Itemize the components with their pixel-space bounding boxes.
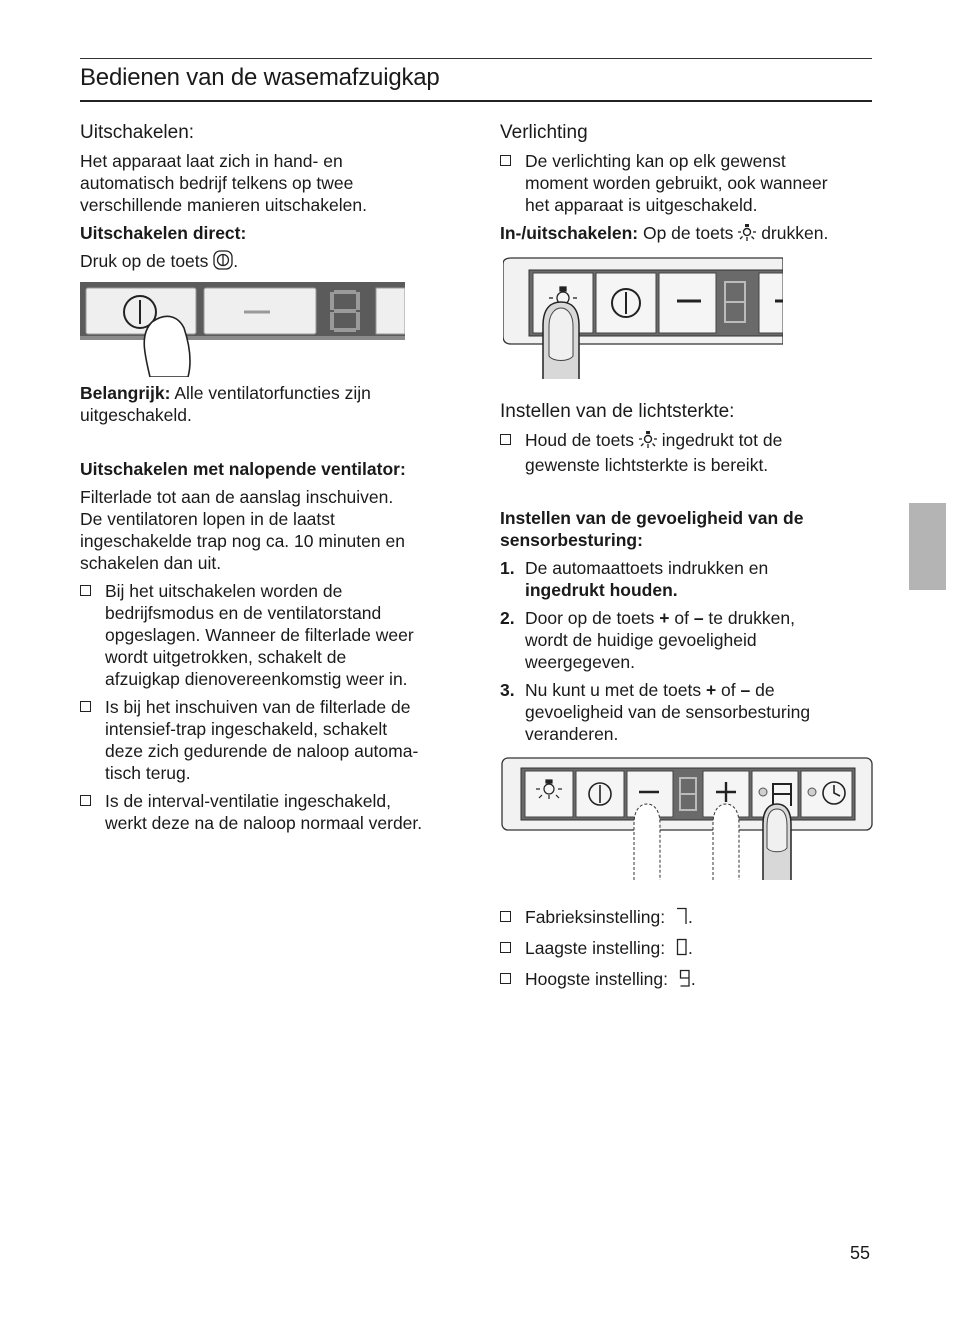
- text-line: De automaattoets indrukken en: [525, 558, 769, 578]
- list-item: [500, 150, 880, 216]
- important-label: Belangrijk:: [80, 383, 171, 403]
- list-item: Fabrieksinstelling: .: [500, 906, 880, 937]
- finger-icon: [634, 804, 660, 880]
- text-line: Is de interval-ventilatie ingeschakeld,: [105, 791, 391, 811]
- checkbox-icon: [500, 434, 511, 445]
- header-rule-bottom: [80, 100, 872, 102]
- text-line: tisch terug.: [105, 763, 191, 783]
- subheading-nalopend: Uitschakelen met nalopende ventilator:: [80, 459, 406, 479]
- minus-symbol: –: [693, 608, 704, 628]
- settings-list: [500, 906, 880, 999]
- checkbox-icon: [500, 973, 511, 984]
- list-item: [80, 790, 460, 834]
- checkbox-icon: [500, 911, 511, 922]
- finger-icon: [713, 804, 739, 880]
- text-line: Bij het uitschakelen worden de: [105, 581, 343, 601]
- text-span: Houd de toets: [525, 430, 634, 450]
- inuit-label: In-/uitschakelen:: [500, 223, 639, 243]
- page-title: Bedienen van de wasemafzuigkap: [80, 64, 440, 91]
- checkbox-icon: [80, 701, 91, 712]
- figure-power-button: [80, 282, 405, 382]
- text-line: gevoeligheid van de sensorbesturing: [525, 702, 811, 722]
- page-number: 55: [850, 1243, 871, 1263]
- step-number: 1.: [500, 558, 515, 578]
- checkbox-icon: [80, 795, 91, 806]
- finger-icon: [144, 316, 190, 377]
- text-span: Op de toets: [638, 223, 734, 243]
- setting-label: Laagste instelling:: [525, 938, 666, 958]
- text-line: De verlichting kan op elk gewenst: [525, 151, 786, 171]
- numbered-step: [500, 557, 880, 601]
- text-line: automatisch bedrijf telkens op twee: [80, 173, 354, 193]
- text-line: veranderen.: [525, 724, 619, 744]
- text-line: Het apparaat laat zich in hand- en: [80, 151, 343, 171]
- checkbox-icon: [80, 585, 91, 596]
- text-line: het apparaat is uitgeschakeld.: [525, 195, 758, 215]
- subheading-gevoeligheid: [500, 507, 880, 551]
- press-key-line: [80, 250, 460, 275]
- minus-symbol: –: [740, 680, 751, 700]
- text-span: of: [716, 680, 741, 700]
- text-span: te drukken,: [703, 608, 795, 628]
- text-span: .: [233, 251, 239, 271]
- checkbox-icon: [500, 155, 511, 166]
- text-line: opgeslagen. Wanneer de filterlade weer: [105, 625, 414, 645]
- text-span: Druk op de toets: [80, 251, 209, 271]
- text-span: Alle ventilatorfuncties zijn: [170, 383, 371, 403]
- section-heading-verlichting: Verlichting: [500, 122, 588, 143]
- section-heading-uitschakelen: Uitschakelen:: [80, 122, 195, 143]
- text-line: ingedrukt houden.: [525, 580, 678, 600]
- segment-digit-7: [676, 907, 688, 930]
- text-line: wordt de huidige gevoeligheid: [525, 630, 757, 650]
- subheading-direct: Uitschakelen direct:: [80, 223, 247, 243]
- inuit-line: [500, 222, 880, 247]
- text-line: moment worden gebruikt, ook wanneer: [525, 173, 828, 193]
- text-line: De ventilatoren lopen in de laatst: [80, 509, 335, 529]
- text-line: verschillende manieren uitschakelen.: [80, 195, 367, 215]
- important-note: [80, 382, 460, 426]
- text-line: weergegeven.: [525, 652, 635, 672]
- header-rule-top: [80, 58, 872, 59]
- section-heading-lichtsterkte: Instellen van de lichtsterkte:: [500, 401, 735, 422]
- plus-symbol: +: [659, 608, 670, 628]
- checkbox-icon: [500, 942, 511, 953]
- numbered-step: [500, 607, 880, 673]
- setting-label: Hoogste instelling:: [525, 969, 668, 989]
- text-line: wordt uitgetrokken, schakelt de: [105, 647, 347, 667]
- numbered-step: [500, 679, 880, 745]
- list-item: [80, 580, 460, 690]
- text-line: Instellen van de gevoeligheid van de: [500, 508, 804, 528]
- power-icon: [213, 250, 233, 275]
- chapter-tab: [909, 503, 946, 590]
- text-line: gewenste lichtsterkte is bereikt.: [525, 455, 769, 475]
- setting-label: Fabrieksinstelling:: [525, 907, 666, 927]
- step-number: 2.: [500, 608, 515, 628]
- text-line: deze zich gedurende de naloop automa-: [105, 741, 419, 761]
- list-item: Laagste instelling: .: [500, 937, 880, 968]
- left-column: [80, 122, 460, 275]
- text-line: intensief-trap ingeschakeld, schakelt: [105, 719, 388, 739]
- segment-digit-0: [676, 938, 688, 961]
- text-span: Nu kunt u met de toets: [525, 680, 706, 700]
- text-span: of: [669, 608, 694, 628]
- text-line: Is bij het inschuiven van de filterlade de: [105, 697, 411, 717]
- text-line: uitgeschakeld.: [80, 405, 192, 425]
- figure-light-button: [503, 256, 783, 386]
- text-span: ingedrukt tot de: [661, 430, 783, 450]
- text-line: ingeschakelde trap nog ca. 10 minuten en: [80, 531, 405, 551]
- text-span: de: [750, 680, 775, 700]
- right-column-lichtsterkte: [500, 401, 880, 745]
- text-line: afzuigkap dienovereenkomstig weer in.: [105, 669, 408, 689]
- list-item: Hoogste instelling: .: [500, 968, 880, 999]
- text-line: werkt deze na de naloop normaal verder.: [105, 813, 423, 833]
- list-item: [80, 696, 460, 784]
- list-item: [500, 429, 880, 476]
- text-span: drukken.: [761, 223, 829, 243]
- light-icon: [738, 224, 756, 247]
- text-line: sensorbesturing:: [500, 530, 643, 550]
- plus-symbol: +: [705, 680, 717, 700]
- left-column-lower: [80, 382, 460, 834]
- figure-control-panel: [501, 756, 874, 887]
- nalopend-paragraph: [80, 486, 460, 574]
- text-line: bedrijfsmodus en de ventilatorstand: [105, 603, 382, 623]
- intro-paragraph: [80, 150, 460, 216]
- text-line: schakelen dan uit.: [80, 553, 222, 573]
- light-icon: [639, 431, 657, 454]
- text-line: Filterlade tot aan de aanslag inschuiven.: [80, 487, 394, 507]
- text-span: Door op de toets: [525, 608, 660, 628]
- segment-digit-9: [679, 969, 691, 992]
- right-column: [500, 122, 880, 247]
- step-number: 3.: [500, 680, 515, 700]
